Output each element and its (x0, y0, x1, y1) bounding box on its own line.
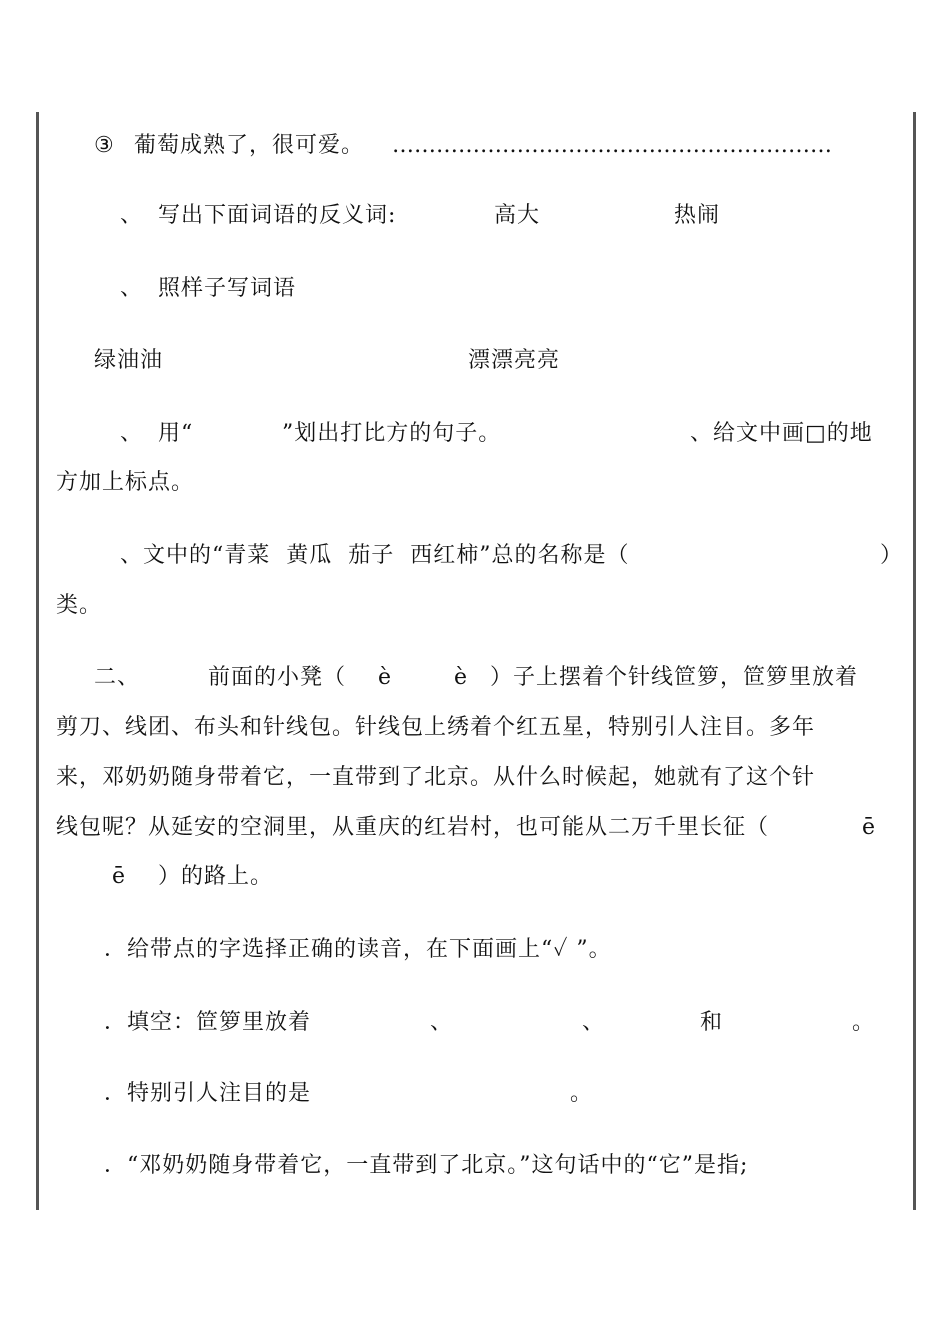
sub-question-3-end: 。 (570, 1081, 594, 1106)
sub-question-1: ．给带点的字选择正确的读音，在下面画上“✓ ”。 (104, 937, 612, 962)
question-prefix: 、 (120, 421, 144, 446)
example-question: 照样子写词语 (158, 276, 297, 301)
punctuation-question: 、给文中画□的地 (690, 421, 873, 446)
sub-question-3: ．特别引人注目的是 (104, 1081, 312, 1106)
category-question-cont: 类。 (56, 593, 103, 618)
passage-line-5: ）的路上。 (158, 864, 274, 889)
antonym-word-2: 热闹 (674, 203, 721, 228)
example-word-1: 绿油油 (94, 348, 164, 373)
sub-question-2-sep-2: 、 (582, 1010, 606, 1035)
passage-line-1b: ）子上摆着个针线笸箩，笸箩里放着 (490, 665, 859, 690)
passage-line-1a: 前面的小凳（ (208, 665, 347, 690)
pinyin-blank-3: ē (862, 815, 877, 840)
pinyin-blank-1: è (378, 665, 393, 690)
category-question-close: ） (880, 543, 904, 568)
category-question: 、文中的“青菜 黄瓜 茄子 西红柿”总的名称是（ (120, 543, 630, 568)
passage-line-3: 来，邓奶奶随身带着它，一直带到了北京。从什么时候起，她就有了这个针 (56, 765, 816, 790)
item-number: ③ (94, 133, 115, 158)
passage-line-4: 线包呢？从延安的空洞里，从重庆的红岩村，也可能从二万千里长征（ (56, 815, 770, 840)
sub-question-2-and: 和 (700, 1010, 724, 1035)
example-word-2: 漂漂亮亮 (468, 348, 561, 373)
section-label: 二、 (94, 665, 141, 690)
antonym-word-1: 高大 (494, 203, 541, 228)
punctuation-question-cont: 方加上标点。 (56, 470, 195, 495)
left-margin-rule (36, 112, 39, 1210)
item-text: 葡萄成熟了，很可爱。 (134, 133, 365, 158)
sub-question-2-end: 。 (852, 1010, 876, 1035)
question-prefix: 、 (120, 203, 144, 228)
passage-line-2: 剪刀、线团、布头和针线包。针线包上绣着个红五星，特别引人注目。多年 (56, 715, 816, 740)
leader-dots: …………………………………………………… (392, 133, 832, 158)
pinyin-blank-2: è (454, 665, 469, 690)
simile-question-close: ”划出打比方的句子。 (282, 421, 502, 446)
sub-question-2: ．填空：笸箩里放着 (104, 1010, 312, 1035)
sub-question-2-sep-1: 、 (430, 1010, 454, 1035)
sub-question-4: ．“邓奶奶随身带着它，一直带到了北京。”这句话中的“它”是指; (104, 1153, 749, 1178)
pinyin-blank-4: ē (112, 864, 127, 889)
question-prefix: 、 (120, 276, 144, 301)
simile-question: 用“ (158, 421, 194, 446)
antonym-question: 写出下面词语的反义词: (158, 203, 397, 228)
right-margin-rule (913, 112, 916, 1210)
